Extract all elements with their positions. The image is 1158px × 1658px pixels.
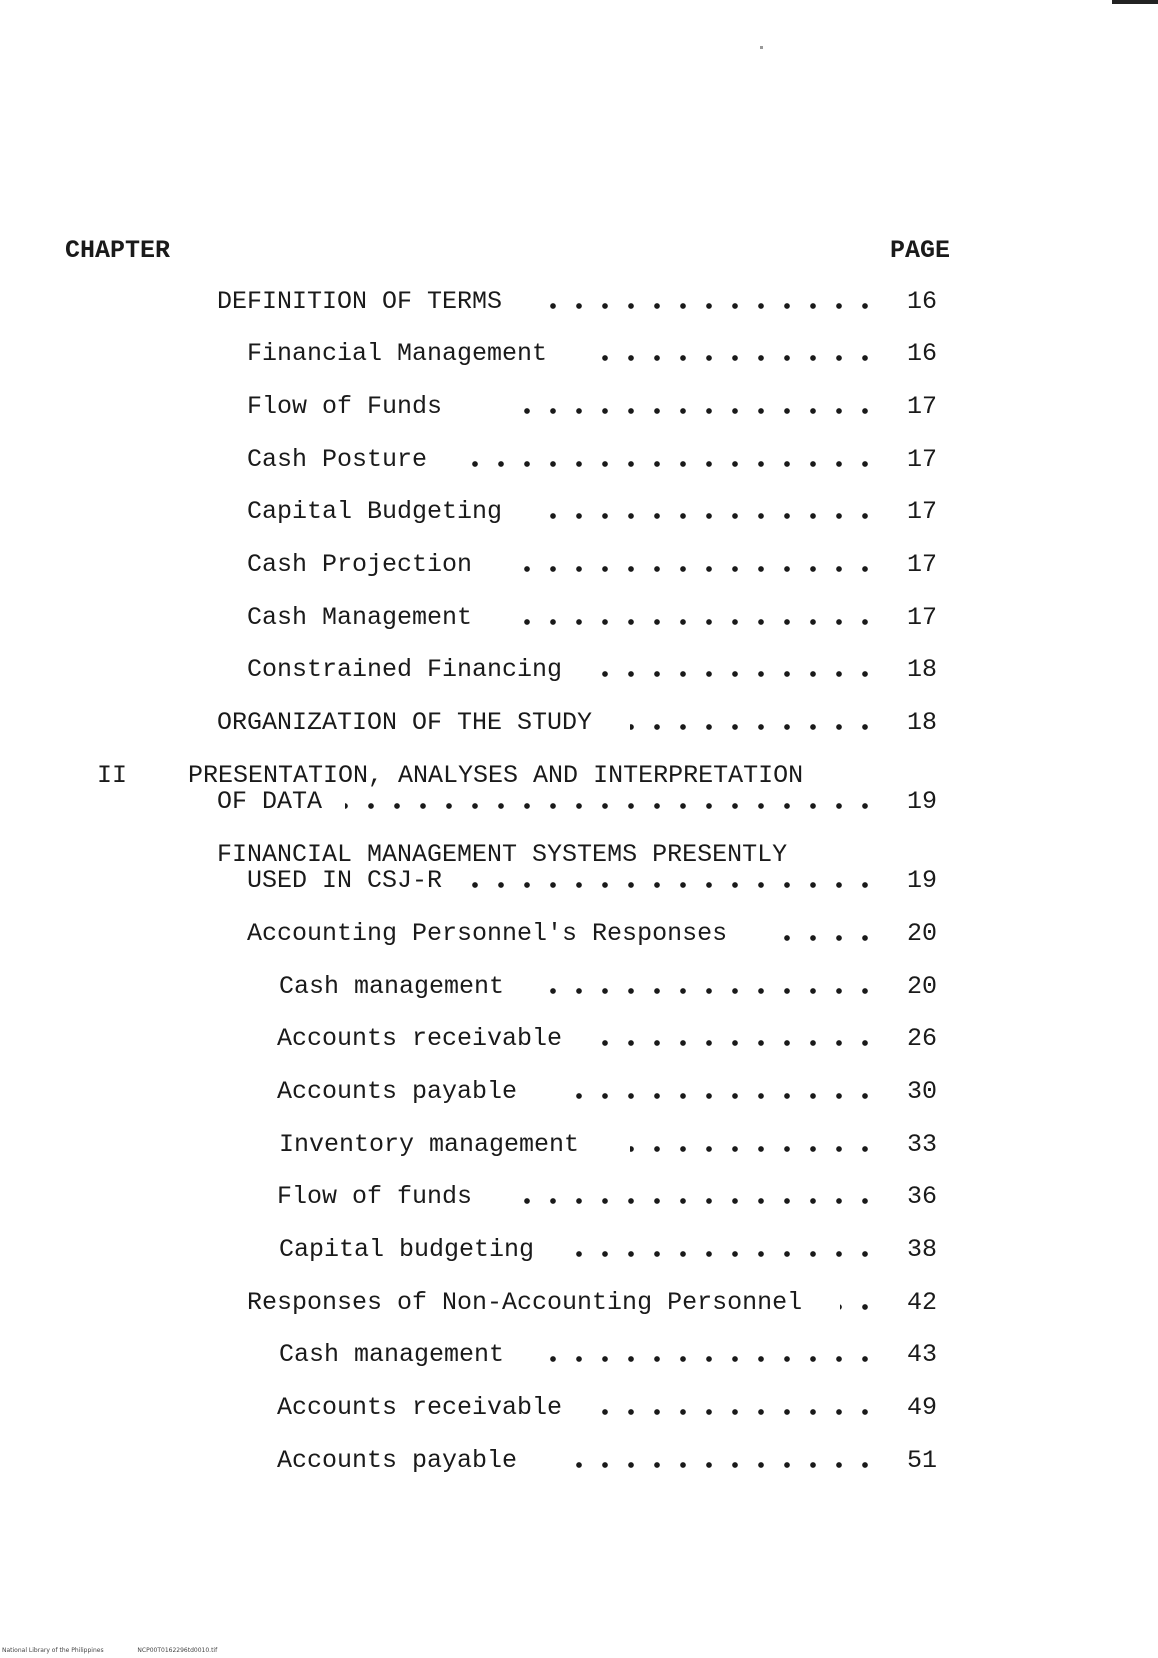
toc-entry: [0, 1340, 1158, 1376]
toc-entry-page: 20: [906, 919, 937, 948]
toc-entry-title: Cash management: [279, 972, 505, 1001]
chapter-page: 19: [906, 787, 937, 816]
toc-entry-page: 33: [906, 1130, 937, 1159]
dot-leader: [565, 1093, 878, 1099]
toc-entry-page: 18: [906, 655, 937, 684]
scan-footer-library: National Library of the Philippines: [2, 1647, 104, 1654]
toc-entry-title: Flow of Funds: [247, 392, 443, 421]
dot-leader: [505, 566, 878, 572]
dot-leader: [505, 619, 878, 625]
toc-entry: [0, 1393, 1158, 1429]
toc-entry: [0, 972, 1158, 1008]
toc-entry: [0, 1077, 1158, 1113]
scan-footer: [2, 1647, 217, 1654]
toc-entry-title: Cash Management: [247, 603, 473, 632]
chapter-title-line1: PRESENTATION, ANALYSES AND INTERPRETATION: [188, 761, 804, 790]
chapter-entry-continued: [0, 787, 1158, 823]
dot-leader: [630, 1146, 878, 1152]
toc-entry: [0, 1288, 1158, 1324]
toc-entry: [0, 603, 1158, 639]
toc-entry-title: Accounts payable: [277, 1077, 518, 1106]
toc-entry: [0, 287, 1158, 323]
toc-entry-title: Capital budgeting: [279, 1235, 535, 1264]
toc-entry-title: DEFINITION OF TERMS: [217, 287, 503, 316]
dot-leader: [565, 1251, 878, 1257]
toc-entry-page: 18: [906, 708, 937, 737]
toc-entry: [0, 339, 1158, 375]
toc-entry: [0, 550, 1158, 586]
dot-leader: [505, 408, 878, 414]
chapter-number: II: [97, 761, 128, 790]
toc-entry: [0, 445, 1158, 481]
toc-entry-page: 30: [906, 1077, 937, 1106]
toc-entry-page: 16: [906, 339, 937, 368]
toc-entry-title: Financial Management: [247, 339, 548, 368]
toc-entry-page: 43: [906, 1340, 937, 1369]
toc-entry-page: 36: [906, 1182, 937, 1211]
toc-entry: [0, 1446, 1158, 1482]
section-title-line1: FINANCIAL MANAGEMENT SYSTEMS PRESENTLY: [217, 840, 788, 869]
dot-leader: [505, 1198, 878, 1204]
toc-entry: [0, 1182, 1158, 1218]
dot-leader: [535, 513, 878, 519]
toc-entry-page: 49: [906, 1393, 937, 1422]
toc-entry-page: 16: [906, 287, 937, 316]
toc-entry-page: 17: [906, 550, 937, 579]
toc-entry-title: ORGANIZATION OF THE STUDY: [217, 708, 593, 737]
toc-entry-page: 38: [906, 1235, 937, 1264]
page-column-header: PAGE: [890, 236, 951, 265]
toc-entry-page: 17: [906, 445, 937, 474]
toc-entry-page: 20: [906, 972, 937, 1001]
toc-entry-title: Flow of funds: [277, 1182, 473, 1211]
toc-entry-page: 26: [906, 1024, 937, 1053]
toc-entry-title: Inventory management: [279, 1130, 580, 1159]
chapter-title-line2: OF DATA: [217, 787, 323, 816]
section-page: 19: [906, 866, 937, 895]
dot-leader: [470, 461, 878, 467]
toc-entry: [0, 655, 1158, 691]
dot-leader: [598, 671, 878, 677]
toc-entry-title: Cash management: [279, 1340, 505, 1369]
toc-entry-title: Responses of Non-Accounting Personnel: [247, 1288, 803, 1317]
scan-speck: [760, 46, 763, 49]
toc-entry-title: Cash Posture: [247, 445, 428, 474]
dot-leader: [470, 882, 878, 888]
toc-entry: [0, 392, 1158, 428]
dot-leader: [535, 303, 878, 309]
dot-leader: [535, 988, 878, 994]
toc-entry-page: 42: [906, 1288, 937, 1317]
dot-leader: [565, 1462, 878, 1468]
toc-entry-page: 51: [906, 1446, 937, 1475]
scan-edge-mark: [1112, 0, 1158, 4]
toc-entry-title: Cash Projection: [247, 550, 473, 579]
toc-entry-title: Accounts receivable: [277, 1393, 563, 1422]
toc-entry: [0, 1235, 1158, 1271]
section-entry-continued: [0, 866, 1158, 902]
scan-footer-code: NCP00T0162296td0010.tif: [137, 1647, 218, 1654]
toc-entry-title: Accounts payable: [277, 1446, 518, 1475]
toc-entry-page: 17: [906, 497, 937, 526]
dot-leader: [535, 1356, 878, 1362]
toc-entry-title: Capital Budgeting: [247, 497, 503, 526]
toc-entry-title: Accounts receivable: [277, 1024, 563, 1053]
dot-leader: [345, 803, 878, 809]
chapter-column-header: CHAPTER: [65, 236, 171, 265]
toc-entry-title: Constrained Financing: [247, 655, 563, 684]
dot-leader: [630, 724, 878, 730]
section-title-line2: USED IN CSJ-R: [247, 866, 443, 895]
dot-leader: [840, 1304, 878, 1310]
toc-entry-title: Accounting Personnel's Responses: [247, 919, 728, 948]
dot-leader: [598, 355, 878, 361]
toc-entry: [0, 497, 1158, 533]
toc-entry: [0, 708, 1158, 744]
toc-entry: [0, 919, 1158, 955]
dot-leader: [775, 935, 878, 941]
toc-entry-page: 17: [906, 392, 937, 421]
toc-entry-page: 17: [906, 603, 937, 632]
toc-entry: [0, 1024, 1158, 1060]
toc-entry: [0, 1130, 1158, 1166]
dot-leader: [598, 1409, 878, 1415]
dot-leader: [598, 1040, 878, 1046]
